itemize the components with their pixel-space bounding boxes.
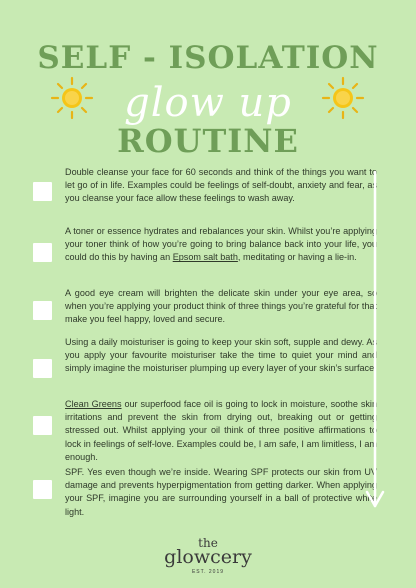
step-text-part: A toner or essence hydrates and rebalances your skin. Whilst you’re applying your toner think of how you’re going to bring balance back into your life, you could do this by having an: [65, 226, 377, 263]
logo-name: glowcery: [164, 546, 252, 568]
checkbox[interactable]: [33, 301, 52, 320]
step-text: [65, 398, 377, 464]
epsom-salt-bath-link[interactable]: Epsom salt bath: [172, 252, 238, 263]
checkbox[interactable]: [33, 359, 52, 378]
routine-step-6: [33, 466, 377, 522]
logo-the: the: [198, 536, 218, 550]
checkbox[interactable]: [33, 480, 52, 499]
step-text: SPF. Yes even though we’re inside. Wearing SPF protects our skin from UV damage and prevents hyperpigmentation from getting darker. When applying your SPF, imagine you are surrounding yourself in a ball of protective white light.: [65, 467, 377, 517]
routine-step-1: [33, 166, 377, 222]
page-title-line2: glow up: [124, 80, 292, 126]
checkbox[interactable]: [33, 182, 52, 201]
logo-est: EST. 2019: [191, 569, 225, 575]
clean-greens-link[interactable]: Clean Greens: [65, 399, 122, 409]
routine-step-4: [33, 336, 377, 392]
down-arrow-icon: [365, 170, 385, 510]
step-text: [65, 225, 377, 265]
page-title-line1: SELF - ISOLATION: [37, 40, 379, 76]
step-text-part: our superfood face oil is going to lock in moisture, soothe skin irritations and prevent the skin from drying out, breaking out or getting stressed out. Whilst applying your oil think of three positive affirmations to lock in feelings of self-love. Examples could be, I am safe, I am limitless, I am enough.: [65, 399, 378, 462]
checkbox[interactable]: [33, 243, 52, 262]
routine-step-2: [33, 225, 377, 281]
routine-step-3: [33, 287, 377, 331]
sun-icon: [321, 76, 365, 120]
page-title-line3: ROUTINE: [117, 122, 299, 160]
sun-icon: [50, 76, 94, 120]
step-text-part: , meditating or having a lie-in.: [237, 252, 357, 263]
step-text: Double cleanse your face for 60 seconds and think of the things you want to let go of in life. Examples could be feelings of self-doubt, anxiety and fear, as you cleanse your face allow these feelings to wash away.: [65, 167, 377, 204]
step-text: A good eye cream will brighten the delicate skin under your eye area, so when you’re applying your product think of three things you’re grateful for that make you feel happy, loved and secure.: [65, 288, 377, 325]
step-text: Using a daily moisturiser is going to keep your skin soft, supple and dewy. As you apply your favourite moisturiser take the time to quiet your mind and simply imagine the moisturiser plumping up every layer of your skin’s surface.: [65, 337, 377, 374]
routine-step-5: [33, 398, 378, 468]
checkbox[interactable]: [33, 416, 52, 435]
